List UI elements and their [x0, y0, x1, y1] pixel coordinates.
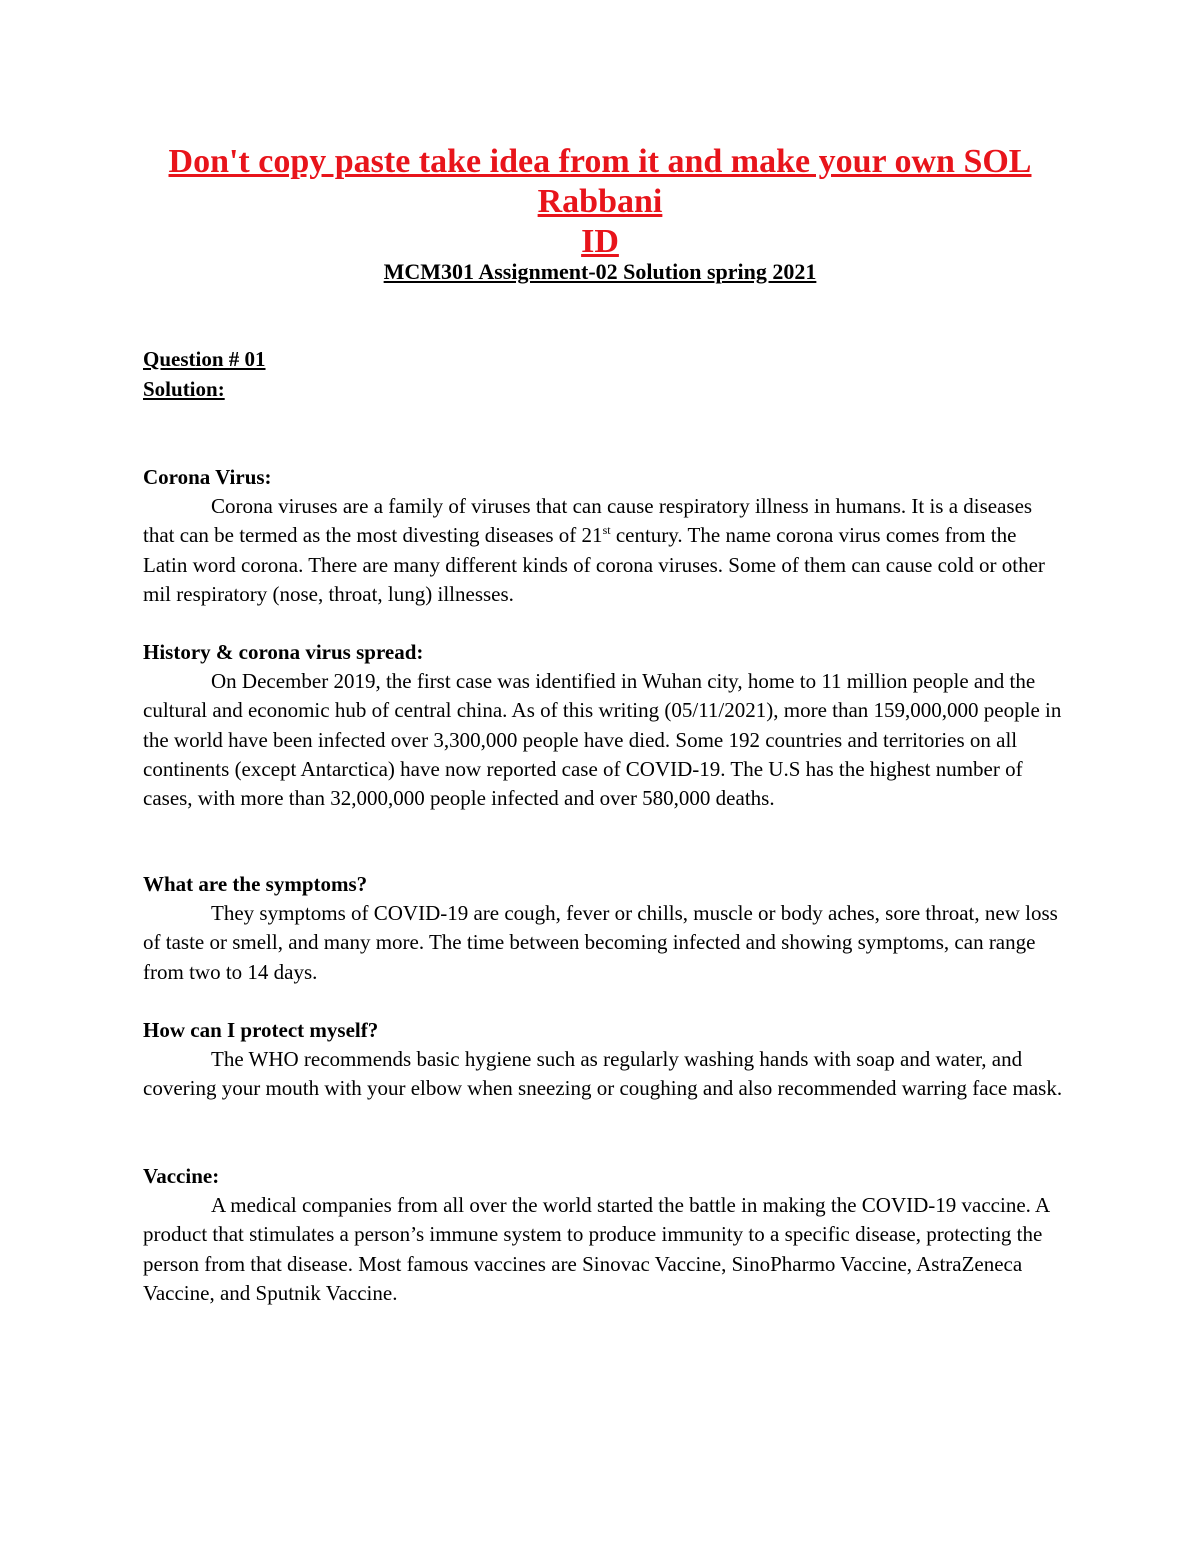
author-name-text: Rabbani — [537, 183, 663, 220]
section-protect — [143, 1016, 1063, 1104]
section-vaccine — [143, 1162, 1063, 1308]
warning-heading — [0, 142, 1200, 182]
section-corona-virus — [143, 463, 1063, 609]
section-body: The WHO recommends basic hygiene such as regularly washing hands with soap and water, and covering your mouth with your elbow when sneezing or coughing and also recommended warring face mask. — [143, 1047, 1063, 1101]
corona-text-b: century. The name corona virus comes from the Latin word corona. There are many different kinds of corona viruses. Some of them can cause cold or other mil respiratory (nose, throat, lung) illnesses. — [143, 523, 1045, 606]
section-heading: Vaccine: — [143, 1164, 220, 1188]
section-history — [143, 638, 1063, 813]
solution-label: Solution: — [143, 377, 225, 401]
section-body: A medical companies from all over the world started the battle in making the COVID-19 vaccine. A product that stimulates a person’s immune system to produce immunity to a specific disease, protecting the person from that disease. Most famous vaccines are Sinovac Vaccine, SinoPharmo Vaccine, AstraZeneca Vaccine, and Sputnik Vaccine. — [143, 1193, 1050, 1305]
section-body: On December 2019, the first case was identified in Wuhan city, home to 11 million people and the cultural and economic hub of central china. As of this writing (05/11/2021), more than 159,000,000 people in the world have been infected over 3,300,000 people have died. Some 192 countries and territories on all continents (except Antarctica) have now reported case of COVID-19. The U.S has the highest number of cases, with more than 32,000,000 people infected and over 580,000 deaths. — [143, 669, 1062, 811]
section-heading: How can I protect myself? — [143, 1018, 379, 1042]
section-symptoms — [143, 870, 1063, 987]
section-heading: History & corona virus spread: — [143, 640, 424, 664]
corona-text-a: Corona viruses are a family of viruses that can cause respiratory illness in humans. It is a diseases that can be termed as the most divesting diseases of 21 — [143, 494, 1033, 548]
id-label — [0, 222, 1200, 262]
warning-text: Don't copy paste take idea from it and make your own SOL — [168, 143, 1032, 180]
section-body — [143, 492, 1063, 609]
ordinal-superscript: st — [602, 523, 611, 538]
section-body: They symptoms of COVID-19 are cough, fever or chills, muscle or body aches, sore throat, new loss of taste or smell, and many more. The time between becoming infected and showing symptoms, can range from two to 14 days. — [143, 901, 1058, 984]
assignment-title: MCM301 Assignment-02 Solution spring 2021 — [383, 259, 817, 284]
question-number: Question # 01 — [143, 347, 266, 371]
author-name — [0, 182, 1200, 222]
section-heading: Corona Virus: — [143, 465, 272, 489]
id-label-text: ID — [581, 223, 619, 260]
section-heading: What are the symptoms? — [143, 872, 368, 896]
